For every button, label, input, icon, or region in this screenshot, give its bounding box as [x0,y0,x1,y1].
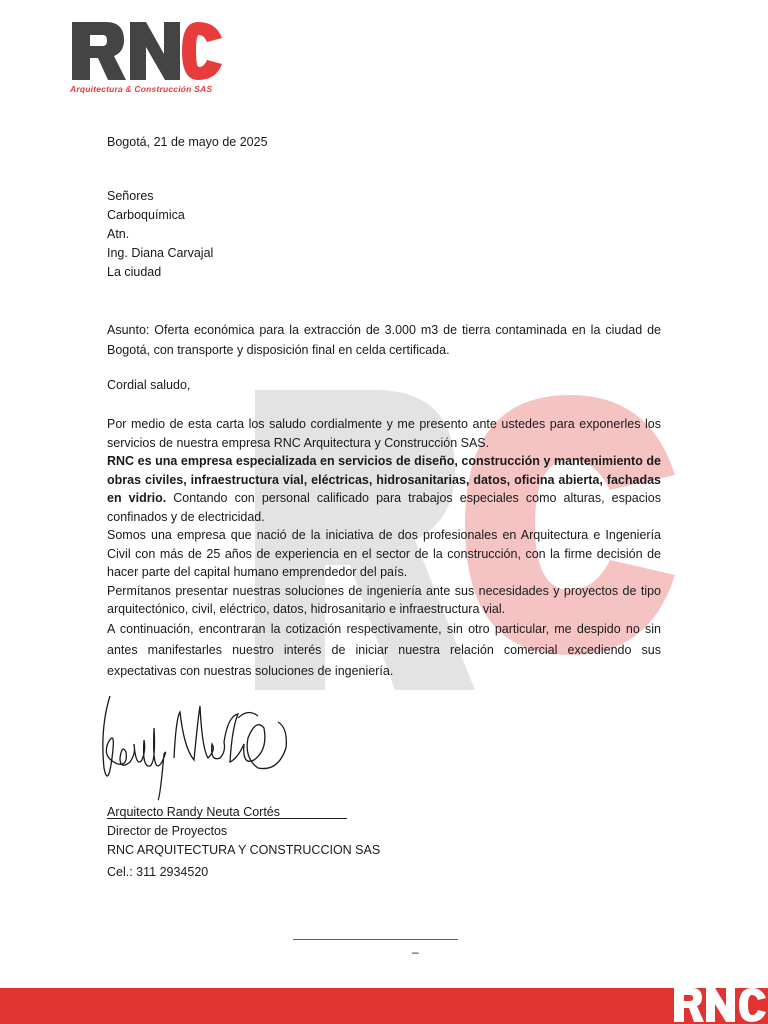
services-highlight: RNC es una empresa especializada en servicios de diseño, construcción y mantenimiento de obras civiles, infraestructura vial, eléctricas, hidrosanitarias, datos, oficina abierta, fachadas en vidrio. [107,454,661,505]
recipient-block [107,187,661,282]
paragraph-solutions: Permítanos presentar nuestras soluciones de ingeniería ante sus necesidades y proyectos de tipo arquitectónico, civil, eléctrico, datos, hidrosanitario e infraestructura vial. [107,583,661,616]
recipient-company: Carboquímica [107,208,185,222]
logo-tagline: Arquitectura & Construcción SAS [70,84,213,94]
footer-logo [660,978,768,1024]
paragraph-history: Somos una empresa que nació de la iniciativa de dos profesionales en Arquitectura e Ingeniería Civil con más de 25 años de experiencia en el sector de la construcción, con la firme decisión de hacer parte del capital humano emprendedor del país. [107,528,661,579]
paragraph-intro: Por medio de esta carta los saludo cordialmente y me presento ante ustedes para exponerles los servicios de nuestra empresa RNC Arquitectura y Construcción SAS. [107,417,661,450]
recipient-salutation: Señores [107,189,154,203]
footer-link-underline [293,939,458,940]
letter-subject: Asunto: Oferta económica para la extracción de 3.000 m3 de tierra contaminada en la ciudad de Bogotá, con transporte y disposición final en celda certificada. [107,323,661,357]
letter-greeting: Cordial saludo, [107,378,191,392]
paragraph-closing: A continuación, encontraran la cotización respectivamente, sin otro particular, me despido no sin antes manifestarles nuestro interés de iniciar nuestra relación comercial excediendo sus expectativas con nuestras soluciones de ingeniería. [107,621,661,678]
signature-block [107,803,661,882]
letter-date: Bogotá, 21 de mayo de 2025 [107,135,268,149]
signer-company: RNC ARQUITECTURA Y CONSTRUCCION SAS [107,843,381,857]
rnc-logo-mark [70,18,230,84]
footer-dash: – [412,945,419,959]
recipient-attn: Atn. [107,227,130,241]
signer-phone: Cel.: 311 2934520 [107,865,209,879]
company-logo [70,18,230,98]
letter-body [107,415,661,682]
services-detail: Contando con personal calificado para trabajos especiales como alturas, espacios confinados y de electricidad. [107,491,661,524]
recipient-city: La ciudad [107,265,162,279]
footer-band [0,988,768,1024]
signer-title: Director de Proyectos [107,824,228,838]
recipient-person: Ing. Diana Carvajal [107,246,214,260]
paragraph-services [107,452,661,526]
signer-name: Arquitecto Randy Neuta Cortés [107,805,281,819]
handwritten-signature [98,688,298,808]
